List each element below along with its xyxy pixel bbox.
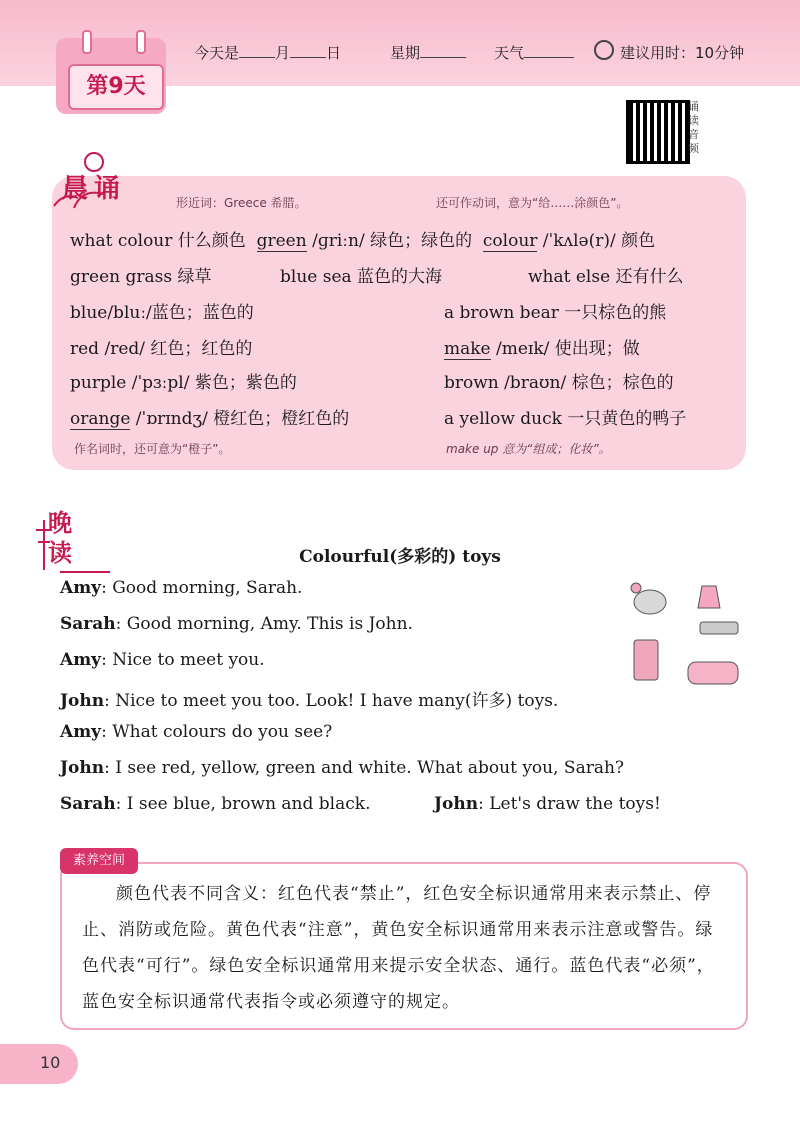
vocab-what-else: what else 还有什么: [528, 267, 684, 287]
page-number: 10: [40, 1053, 61, 1072]
colour-note: 还可作动词，意为“给……涂颜色”。: [436, 196, 629, 210]
date-fields: 今天是 月 日: [194, 44, 342, 62]
morning-badge-text: 晨诵: [62, 174, 127, 204]
make-note: make up 意为“组成；化妆”。: [446, 442, 611, 456]
suggested-time: 建议用时：10分钟: [620, 44, 745, 62]
vocab-row-1: what colour 什么颜色 green /ɡriːn/ 绿色；绿色的 colour /ˈkʌlə(r)/ 颜色: [70, 231, 656, 251]
vocab-red: red /red/ 红色；红色的: [70, 339, 253, 359]
day-label: 第9天: [68, 64, 164, 110]
weather-field: 天气: [494, 42, 574, 63]
dialogue-line: John: I see red, yellow, green and white. What about you, Sarah?: [60, 758, 625, 778]
dialogue-line: John: Nice to meet you too. Look! I have many(许多) toys.: [60, 691, 559, 711]
page-tab: [0, 1044, 78, 1084]
dialogue-line: Sarah: I see blue, brown and black.: [60, 794, 371, 814]
vocab-orange: orange /ˈɒrɪndʒ/ 橙红色；橙红色的: [70, 409, 350, 429]
vocab-brown-bear: a brown bear 一只棕色的熊: [444, 303, 667, 323]
dialogue-line: Amy: Nice to meet you.: [60, 650, 265, 670]
vocab-purple: purple /ˈpɜːpl/ 紫色；紫色的: [70, 373, 297, 393]
vocab-blue: blue/bluː/蓝色；蓝色的: [70, 303, 254, 323]
dialogue-line: John: Let's draw the toys!: [434, 794, 661, 814]
weekday-field: 星期: [390, 42, 466, 63]
dialogue-line: Amy: Good morning, Sarah.: [60, 578, 303, 598]
qr-caption: 诵读音频: [688, 100, 699, 155]
vocab-green-grass: green grass 绿草: [70, 267, 212, 287]
vocab-make: make /meɪk/ 使出现；做: [444, 339, 640, 359]
calendar-ring-icon: [82, 30, 92, 54]
dialogue-line: Amy: What colours do you see?: [60, 722, 333, 742]
vocab-brown: brown /braʊn/ 棕色；棕色的: [444, 373, 674, 393]
evening-badge-text: 晚读: [48, 509, 72, 567]
dialogue-line: Sarah: Good morning, Amy. This is John.: [60, 614, 413, 634]
vocab-yellow-duck: a yellow duck 一只黄色的鸭子: [444, 409, 687, 429]
quality-tag: 素养空间: [60, 848, 138, 874]
dialogue-title: Colourful(多彩的) toys: [299, 547, 501, 567]
calendar-ring-icon: [136, 30, 146, 54]
toys-illustration: [624, 578, 744, 702]
vocab-blue-sea: blue sea 蓝色的大海: [280, 267, 443, 287]
green-note: 形近词：Greece 希腊。: [176, 196, 307, 210]
clock-icon: [594, 40, 614, 60]
quality-text: 颜色代表不同含义：红色代表“禁止”，红色安全标识通常用来表示禁止、停止、消防或危险。黄色代表“注意”，黄色安全标识通常用来表示注意或警告。绿色代表“可行”。绿色安全标识通常用来提示安全状态、通行。蓝色代表“必须”，蓝色安全标识通常代表指令或必须遵守的规定。: [82, 884, 715, 1012]
qr-code[interactable]: [626, 100, 690, 164]
orange-note: 作名词时，还可意为“橙子”。: [74, 442, 231, 456]
